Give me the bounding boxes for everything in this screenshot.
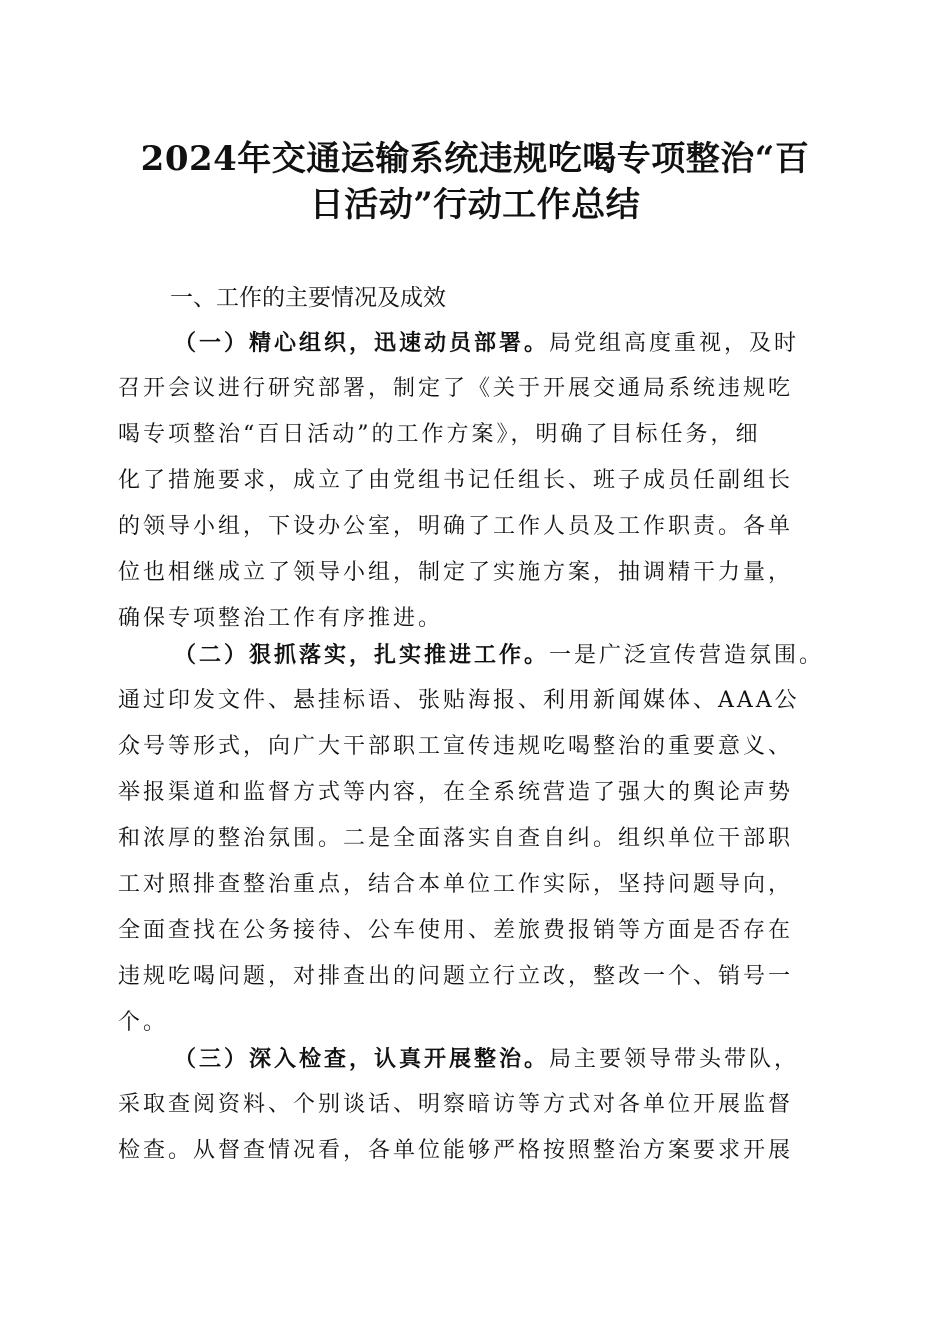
paragraph-line: 的领导小组，下设办公室，明确了工作人员及工作职责。各单 [118, 514, 794, 539]
paragraph-line: 个。 [118, 1010, 169, 1035]
paragraph-text: 一是广泛宣传营造氛围。 [549, 643, 825, 668]
paragraph-line: 召开会议进行研究部署，制定了《关于开展交通局系统违规吃 [118, 376, 794, 401]
paragraph-2 [118, 632, 848, 1046]
paragraph-lead: （一）精心组织，迅速动员部署。 [174, 330, 550, 356]
paragraph-line: 位也相继成立了领导小组，制定了实施方案，抽调精干力量， [118, 560, 794, 585]
paragraph-line: 通过印发文件、悬挂标语、张贴海报、利用新闻媒体、AAA公 [118, 688, 800, 713]
document-title [118, 136, 832, 228]
paragraph-text: 局党组高度重视，及时 [549, 331, 800, 356]
paragraph-1 [118, 320, 848, 642]
paragraph-line: 违规吃喝问题，对排查出的问题立行立改，整改一个、销号一 [118, 964, 794, 989]
paragraph-line [118, 1036, 848, 1082]
paragraph-line: 和浓厚的整治氛围。二是全面落实自查自纠。组织单位干部职 [118, 826, 794, 851]
paragraph-lead: （三）深入检查，认真开展整治。 [174, 1046, 550, 1072]
paragraph-line [118, 320, 848, 366]
title-line-2: 日活动”行动工作总结 [309, 185, 641, 225]
paragraph-line: 确保专项整治工作有序推进。 [118, 606, 444, 631]
paragraph-line: 举报渠道和监督方式等内容，在全系统营造了强大的舆论声势 [118, 780, 794, 805]
paragraph-line: 采取查阅资料、个别谈话、明察暗访等方式对各单位开展监督 [118, 1092, 794, 1117]
paragraph-text: 局主要领导带头带队， [549, 1047, 800, 1072]
paragraph-3 [118, 1036, 848, 1174]
paragraph-line: 全面查找在公务接待、公车使用、差旅费报销等方面是否存在 [118, 918, 794, 943]
paragraph-line: 工对照排查整治重点，结合本单位工作实际，坚持问题导向， [118, 872, 794, 897]
paragraph-lead: （二）狠抓落实，扎实推进工作。 [174, 642, 550, 668]
title-line-1: 2024年交通运输系统违规吃喝专项整治“百 [140, 139, 810, 179]
paragraph-line: 检查。从督查情况看，各单位能够严格按照整治方案要求开展 [118, 1138, 794, 1163]
paragraph-line [118, 632, 848, 678]
paragraph-line: 众号等形式，向广大干部职工宣传违规吃喝整治的重要意义、 [118, 734, 794, 759]
paragraph-line: 化了措施要求，成立了由党组书记任组长、班子成员任副组长 [118, 468, 794, 493]
section-heading: 一、工作的主要情况及成效 [170, 285, 446, 311]
paragraph-line: 喝专项整治“百日活动”的工作方案》，明确了目标任务，细 [118, 422, 761, 447]
